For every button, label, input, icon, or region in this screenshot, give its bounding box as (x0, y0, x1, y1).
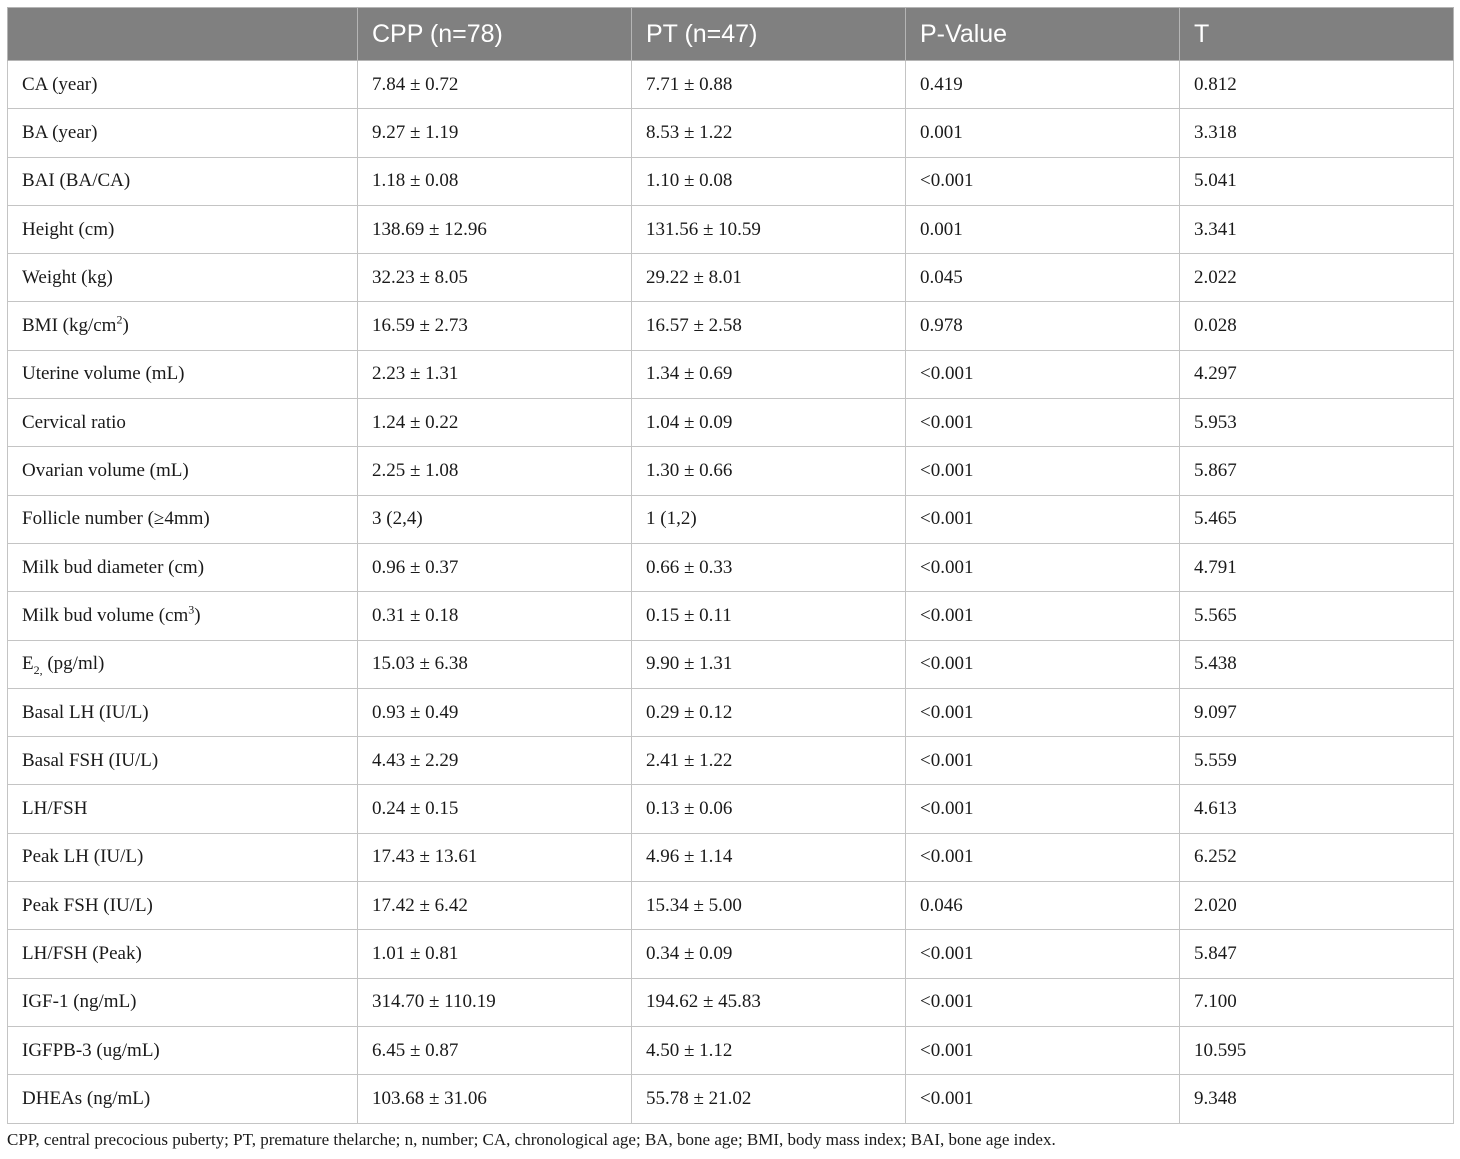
t-value-cell: 5.438 (1180, 640, 1454, 688)
table-row (8, 1026, 1454, 1074)
row-label-text-end: (pg/ml) (42, 653, 105, 675)
pt-value-cell: 1.30 ± 0.66 (632, 447, 906, 495)
table-body (8, 61, 1454, 1124)
table-row (8, 785, 1454, 833)
cpp-value-cell: 6.45 ± 0.87 (358, 1026, 632, 1074)
p-value-cell: 0.978 (906, 302, 1180, 350)
p-value-cell: 0.045 (906, 254, 1180, 302)
p-value-cell: <0.001 (906, 688, 1180, 736)
row-label: IGFPB-3 (ug/mL) (8, 1026, 358, 1074)
p-value-cell: <0.001 (906, 737, 1180, 785)
cpp-value-cell: 9.27 ± 1.19 (358, 109, 632, 157)
p-value-cell: <0.001 (906, 543, 1180, 591)
table-row (8, 592, 1454, 640)
cpp-value-cell: 138.69 ± 12.96 (358, 205, 632, 253)
t-value-cell: 5.953 (1180, 399, 1454, 447)
cpp-value-cell: 16.59 ± 2.73 (358, 302, 632, 350)
pt-value-cell: 4.96 ± 1.14 (632, 833, 906, 881)
row-label-text-end: ) (194, 604, 201, 626)
row-label: Weight (kg) (8, 254, 358, 302)
cpp-value-cell: 2.23 ± 1.31 (358, 350, 632, 398)
data-table-container (7, 7, 1453, 1124)
cpp-value-cell: 7.84 ± 0.72 (358, 61, 632, 109)
p-value-cell: 0.046 (906, 882, 1180, 930)
row-label: CA (year) (8, 61, 358, 109)
t-value-cell: 5.465 (1180, 495, 1454, 543)
table-row (8, 495, 1454, 543)
cpp-value-cell: 2.25 ± 1.08 (358, 447, 632, 495)
cpp-value-cell: 1.18 ± 0.08 (358, 157, 632, 205)
pt-value-cell: 1 (1,2) (632, 495, 906, 543)
row-label-text: Milk bud volume (cm (22, 604, 189, 626)
row-label (8, 302, 358, 350)
row-label: DHEAs (ng/mL) (8, 1075, 358, 1123)
t-value-cell: 2.020 (1180, 882, 1454, 930)
p-value-cell: <0.001 (906, 350, 1180, 398)
cpp-value-cell: 15.03 ± 6.38 (358, 640, 632, 688)
p-value-cell: <0.001 (906, 785, 1180, 833)
p-value-cell: 0.001 (906, 109, 1180, 157)
row-label-superscript: 2 (116, 312, 123, 327)
table-row (8, 254, 1454, 302)
comparison-table (7, 7, 1454, 1124)
row-label: Follicle number (≥4mm) (8, 495, 358, 543)
pt-value-cell: 29.22 ± 8.01 (632, 254, 906, 302)
table-row (8, 350, 1454, 398)
header-row (8, 8, 1454, 61)
p-value-cell: <0.001 (906, 592, 1180, 640)
row-label: Basal FSH (IU/L) (8, 737, 358, 785)
row-label: Peak LH (IU/L) (8, 833, 358, 881)
p-value-cell: <0.001 (906, 495, 1180, 543)
table-row (8, 447, 1454, 495)
pt-value-cell: 131.56 ± 10.59 (632, 205, 906, 253)
pt-value-cell: 1.04 ± 0.09 (632, 399, 906, 447)
row-label: Cervical ratio (8, 399, 358, 447)
p-value-cell: <0.001 (906, 640, 1180, 688)
table-row (8, 833, 1454, 881)
row-label: Milk bud diameter (cm) (8, 543, 358, 591)
table-row (8, 109, 1454, 157)
row-label: BAI (BA/CA) (8, 157, 358, 205)
table-row (8, 1075, 1454, 1123)
t-value-cell: 3.341 (1180, 205, 1454, 253)
cpp-value-cell: 4.43 ± 2.29 (358, 737, 632, 785)
row-label: BA (year) (8, 109, 358, 157)
pt-value-cell: 55.78 ± 21.02 (632, 1075, 906, 1123)
row-label (8, 592, 358, 640)
row-label (8, 640, 358, 688)
cpp-value-cell: 17.42 ± 6.42 (358, 882, 632, 930)
table-row (8, 543, 1454, 591)
pt-value-cell: 0.13 ± 0.06 (632, 785, 906, 833)
pt-value-cell: 194.62 ± 45.83 (632, 978, 906, 1026)
p-value-cell: <0.001 (906, 978, 1180, 1026)
header-cell-p-value: P-Value (906, 8, 1180, 61)
header-cell-cpp: CPP (n=78) (358, 8, 632, 61)
t-value-cell: 0.812 (1180, 61, 1454, 109)
pt-value-cell: 1.10 ± 0.08 (632, 157, 906, 205)
pt-value-cell: 8.53 ± 1.22 (632, 109, 906, 157)
row-label: Uterine volume (mL) (8, 350, 358, 398)
table-row (8, 302, 1454, 350)
p-value-cell: <0.001 (906, 1026, 1180, 1074)
t-value-cell: 5.867 (1180, 447, 1454, 495)
row-label: LH/FSH (Peak) (8, 930, 358, 978)
header-cell-label (8, 8, 358, 61)
cpp-value-cell: 32.23 ± 8.05 (358, 254, 632, 302)
row-label-subscript: 2, (33, 663, 43, 677)
t-value-cell: 3.318 (1180, 109, 1454, 157)
pt-value-cell: 0.34 ± 0.09 (632, 930, 906, 978)
pt-value-cell: 9.90 ± 1.31 (632, 640, 906, 688)
cpp-value-cell: 1.01 ± 0.81 (358, 930, 632, 978)
t-value-cell: 7.100 (1180, 978, 1454, 1026)
t-value-cell: 4.613 (1180, 785, 1454, 833)
cpp-value-cell: 3 (2,4) (358, 495, 632, 543)
table-footnote: CPP, central precocious puberty; PT, premature thelarche; n, number; CA, chronological age; BA, bone age; BMI, body mass index; BAI, bone age index. (7, 1130, 1056, 1149)
table-row (8, 688, 1454, 736)
t-value-cell: 9.097 (1180, 688, 1454, 736)
t-value-cell: 9.348 (1180, 1075, 1454, 1123)
row-label: LH/FSH (8, 785, 358, 833)
cpp-value-cell: 314.70 ± 110.19 (358, 978, 632, 1026)
t-value-cell: 5.847 (1180, 930, 1454, 978)
pt-value-cell: 0.15 ± 0.11 (632, 592, 906, 640)
t-value-cell: 0.028 (1180, 302, 1454, 350)
table-row (8, 205, 1454, 253)
t-value-cell: 10.595 (1180, 1026, 1454, 1074)
cpp-value-cell: 103.68 ± 31.06 (358, 1075, 632, 1123)
cpp-value-cell: 0.96 ± 0.37 (358, 543, 632, 591)
pt-value-cell: 2.41 ± 1.22 (632, 737, 906, 785)
p-value-cell: <0.001 (906, 1075, 1180, 1123)
p-value-cell: <0.001 (906, 447, 1180, 495)
p-value-cell: <0.001 (906, 833, 1180, 881)
table-header (8, 8, 1454, 61)
pt-value-cell: 1.34 ± 0.69 (632, 350, 906, 398)
t-value-cell: 4.791 (1180, 543, 1454, 591)
pt-value-cell: 7.71 ± 0.88 (632, 61, 906, 109)
table-row (8, 737, 1454, 785)
p-value-cell: <0.001 (906, 930, 1180, 978)
t-value-cell: 6.252 (1180, 833, 1454, 881)
header-cell-t: T (1180, 8, 1454, 61)
table-row (8, 978, 1454, 1026)
row-label-text: BMI (kg/cm (22, 315, 117, 337)
t-value-cell: 5.041 (1180, 157, 1454, 205)
t-value-cell: 5.565 (1180, 592, 1454, 640)
table-row (8, 399, 1454, 447)
table-row (8, 61, 1454, 109)
header-cell-pt: PT (n=47) (632, 8, 906, 61)
pt-value-cell: 15.34 ± 5.00 (632, 882, 906, 930)
t-value-cell: 4.297 (1180, 350, 1454, 398)
row-label: IGF-1 (ng/mL) (8, 978, 358, 1026)
p-value-cell: 0.001 (906, 205, 1180, 253)
row-label: Peak FSH (IU/L) (8, 882, 358, 930)
table-row (8, 930, 1454, 978)
t-value-cell: 2.022 (1180, 254, 1454, 302)
cpp-value-cell: 0.24 ± 0.15 (358, 785, 632, 833)
cpp-value-cell: 17.43 ± 13.61 (358, 833, 632, 881)
table-row (8, 157, 1454, 205)
p-value-cell: 0.419 (906, 61, 1180, 109)
row-label: Basal LH (IU/L) (8, 688, 358, 736)
pt-value-cell: 4.50 ± 1.12 (632, 1026, 906, 1074)
cpp-value-cell: 0.31 ± 0.18 (358, 592, 632, 640)
pt-value-cell: 0.29 ± 0.12 (632, 688, 906, 736)
row-label-superscript: 3 (188, 602, 195, 617)
row-label: Ovarian volume (mL) (8, 447, 358, 495)
t-value-cell: 5.559 (1180, 737, 1454, 785)
pt-value-cell: 0.66 ± 0.33 (632, 543, 906, 591)
p-value-cell: <0.001 (906, 157, 1180, 205)
table-row (8, 640, 1454, 688)
table-row (8, 882, 1454, 930)
row-label-text: E (22, 653, 34, 675)
pt-value-cell: 16.57 ± 2.58 (632, 302, 906, 350)
cpp-value-cell: 0.93 ± 0.49 (358, 688, 632, 736)
cpp-value-cell: 1.24 ± 0.22 (358, 399, 632, 447)
row-label-text-end: ) (122, 315, 129, 337)
row-label: Height (cm) (8, 205, 358, 253)
p-value-cell: <0.001 (906, 399, 1180, 447)
